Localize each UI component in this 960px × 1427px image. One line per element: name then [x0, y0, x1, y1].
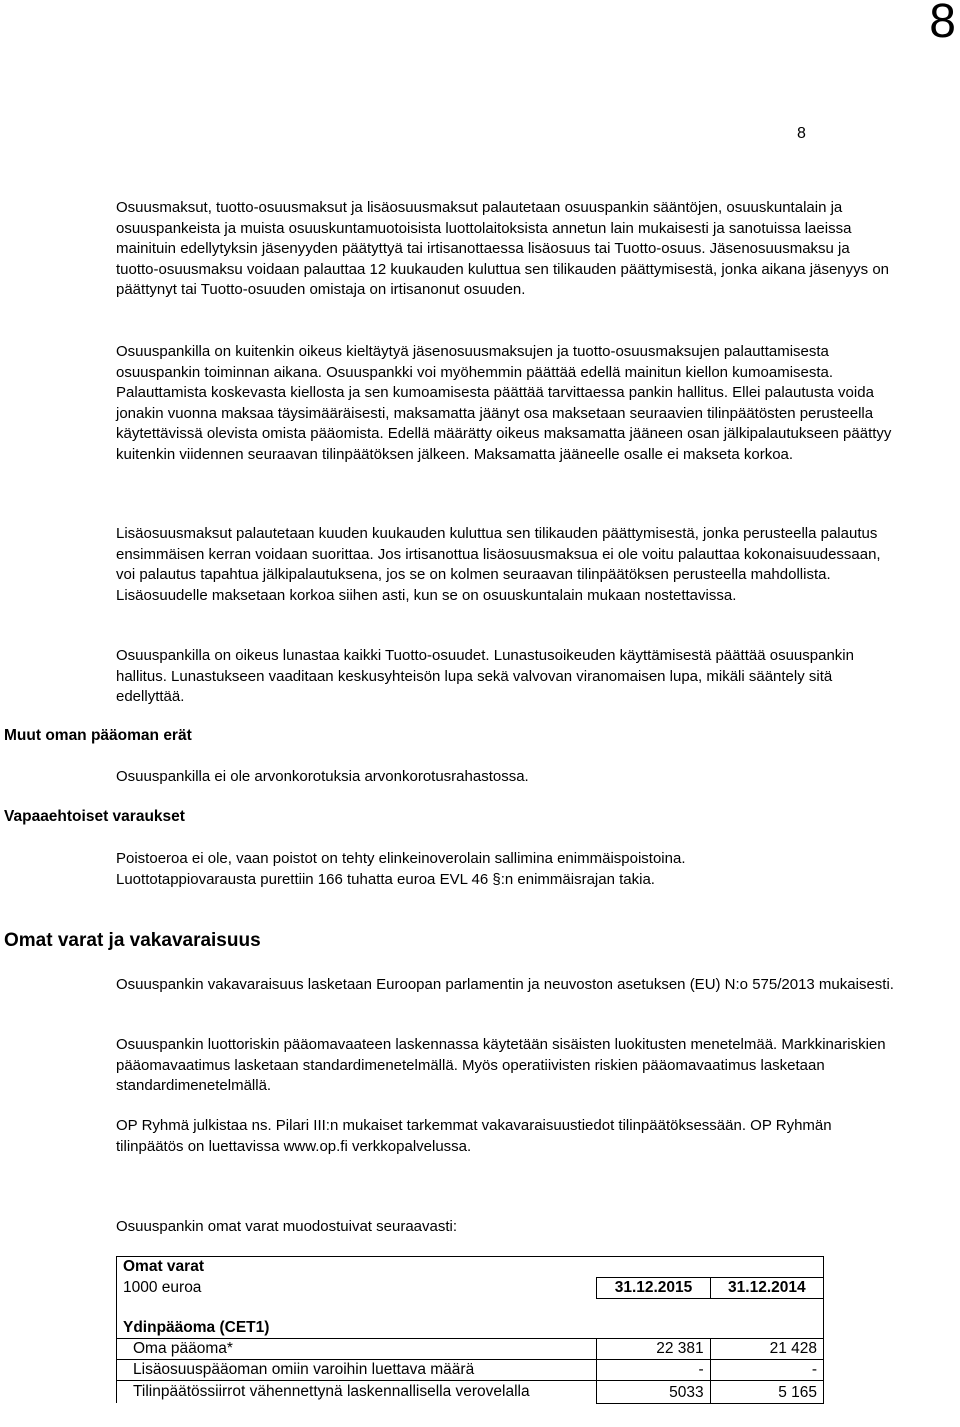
- table-unit: 1000 euroa: [117, 1277, 597, 1298]
- paragraph-additional-shares: Lisäosuusmaksut palautetaan kuuden kuukauden kuluttua sen tilikauden päättymisestä, jonka perusteella palautus ensimmäisen kerran voidaan suorittaa. Jos irtisanottua lisäosuusmaksua ei ole voitu palauttaa kokonaisuudessaan, voi palautus tapahtua jälkipalautuksena, jos se on kolmen seuraavan tilinpäätöksen perusteella mahdollista. Lisäosuudelle maksetaan korkoa siihen asti, kun se on osuuskuntalain mukaan nostettavissa.: [116, 525, 881, 604]
- paragraph-revaluation: Osuuspankilla ei ole arvonkorotuksia arvonkorotusrahastossa.: [116, 768, 529, 785]
- table-title: Omat varat: [117, 1257, 597, 1278]
- row-value-2014: 5 165: [710, 1381, 823, 1404]
- own-funds-table: [116, 1256, 824, 1404]
- row-label: Tilinpäätössiirrot vähennettynä laskennallisella verovelalla: [117, 1381, 597, 1404]
- table-row: [117, 1339, 824, 1360]
- paragraph-capital-adequacy-regulation: Osuuspankin vakavaraisuus lasketaan Euroopan parlamentin ja neuvoston asetuksen (EU) N:o 575/2013 mukaisesti.: [116, 976, 894, 993]
- column-header-2015: 31.12.2015: [597, 1277, 710, 1298]
- heading-own-funds-capital-adequacy: Omat varat ja vakavaraisuus: [4, 930, 261, 951]
- row-value-2014: 21 428: [710, 1339, 823, 1360]
- large-page-number: 8: [929, 0, 956, 48]
- heading-voluntary-provisions: Vapaaehtoiset varaukset: [4, 808, 185, 825]
- paragraph-redemption-right: Osuuspankilla on oikeus lunastaa kaikki Tuotto-osuudet. Lunastusoikeuden käyttämisestä päättää osuuspankin hallitus. Lunastukseen vaaditaan keskusyhteisön lupa sekä valvovan viranomaisen lupa, mikäli sääntely sitä edellyttää.: [116, 647, 854, 705]
- paragraph-pillar-iii: OP Ryhmä julkistaa ns. Pilari III:n mukaiset tarkemmat vakavaraisuustiedot tilinpäätöksessään. OP Ryhmän tilinpäätös on luettavissa www.op.fi verkkopalvelussa.: [116, 1117, 832, 1155]
- row-value-2014: -: [710, 1360, 823, 1381]
- paragraph-credit-risk-method: Osuuspankin luottoriskin pääomavaateen laskennassa käytetään sisäisten luokitusten menetelmää. Markkinariskien pääomavaatimus lasketaan standardimenetelmällä. Myös operatiivisten riskien pääomavaatimus lasketaan standardimenetelmällä.: [116, 1036, 886, 1094]
- row-value-2015: 22 381: [597, 1339, 710, 1360]
- row-value-2015: 5033: [597, 1381, 710, 1404]
- column-header-2014: 31.12.2014: [710, 1277, 823, 1298]
- table-row: [117, 1381, 824, 1404]
- row-label: Oma pääoma*: [117, 1339, 597, 1360]
- paragraph-credit-loss-provision: Luottotappiovarausta purettiin 166 tuhatta euroa EVL 46 §:n enimmäisrajan takia.: [116, 871, 655, 888]
- table-section-cet1: Ydinpääoma (CET1): [117, 1318, 597, 1339]
- paragraph-share-refunds: Osuusmaksut, tuotto-osuusmaksut ja lisäosuusmaksut palautetaan osuuspankin sääntöjen, osuuskuntalain ja osuuspankeista ja muista osuuskuntamuotoisista luottolaitoksista annetun lain mukaisesti ja sanotuissa laeissa mainituin edellytyksin jäsenyyden päätyttyä tai irtisanottaessa lisäosuus tai Tuotto-osuus. Jäsenosuusmaksu ja tuotto-osuusmaksu voidaan palauttaa 12 kuukauden kuluttua sen tilikauden päättymisestä, jonka aikana jäsenyys on päättynyt tai Tuotto-osuuden omistaja on irtisanonut osuuden.: [116, 199, 889, 298]
- paragraph-refund-refusal: Osuuspankilla on kuitenkin oikeus kieltäytyä jäsenosuusmaksujen ja tuotto-osuusmaksujen palauttamisesta osuuspankin toiminnan aikana. Osuuspankki voi myöhemmin päättää edellä mainitun kiellon kumoamisesta. Palauttamista koskevasta kiellosta ja sen kumoamisesta päättää tarvittaessa pankin hallitus. Ellei palautusta voida jonakin vuonna maksaa täysimääräisesti, maksamatta jäänyt osa maksetaan seuraavien tilinpäätösten perusteella käytettävissä olevista omista pääomista. Edellä määrätty oikeus maksamatta jääneen osan jälkipalautukseen päättyy kuitenkin viidennen seuraavan tilinpäätöksen jälkeen. Maksamatta jääneelle osalle ei makseta korkoa.: [116, 343, 892, 463]
- row-label: Lisäosuuspääoman omiin varoihin luettava määrä: [117, 1360, 597, 1381]
- heading-other-equity-items: Muut oman pääoman erät: [4, 727, 192, 744]
- page-number: 8: [797, 125, 806, 142]
- paragraph-own-funds-intro: Osuuspankin omat varat muodostuivat seuraavasti:: [116, 1218, 458, 1235]
- table-row: [117, 1360, 824, 1381]
- paragraph-depreciation-difference: Poistoeroa ei ole, vaan poistot on tehty elinkeinoverolain sallimina enimmäispoistoina.: [116, 850, 686, 867]
- row-value-2015: -: [597, 1360, 710, 1381]
